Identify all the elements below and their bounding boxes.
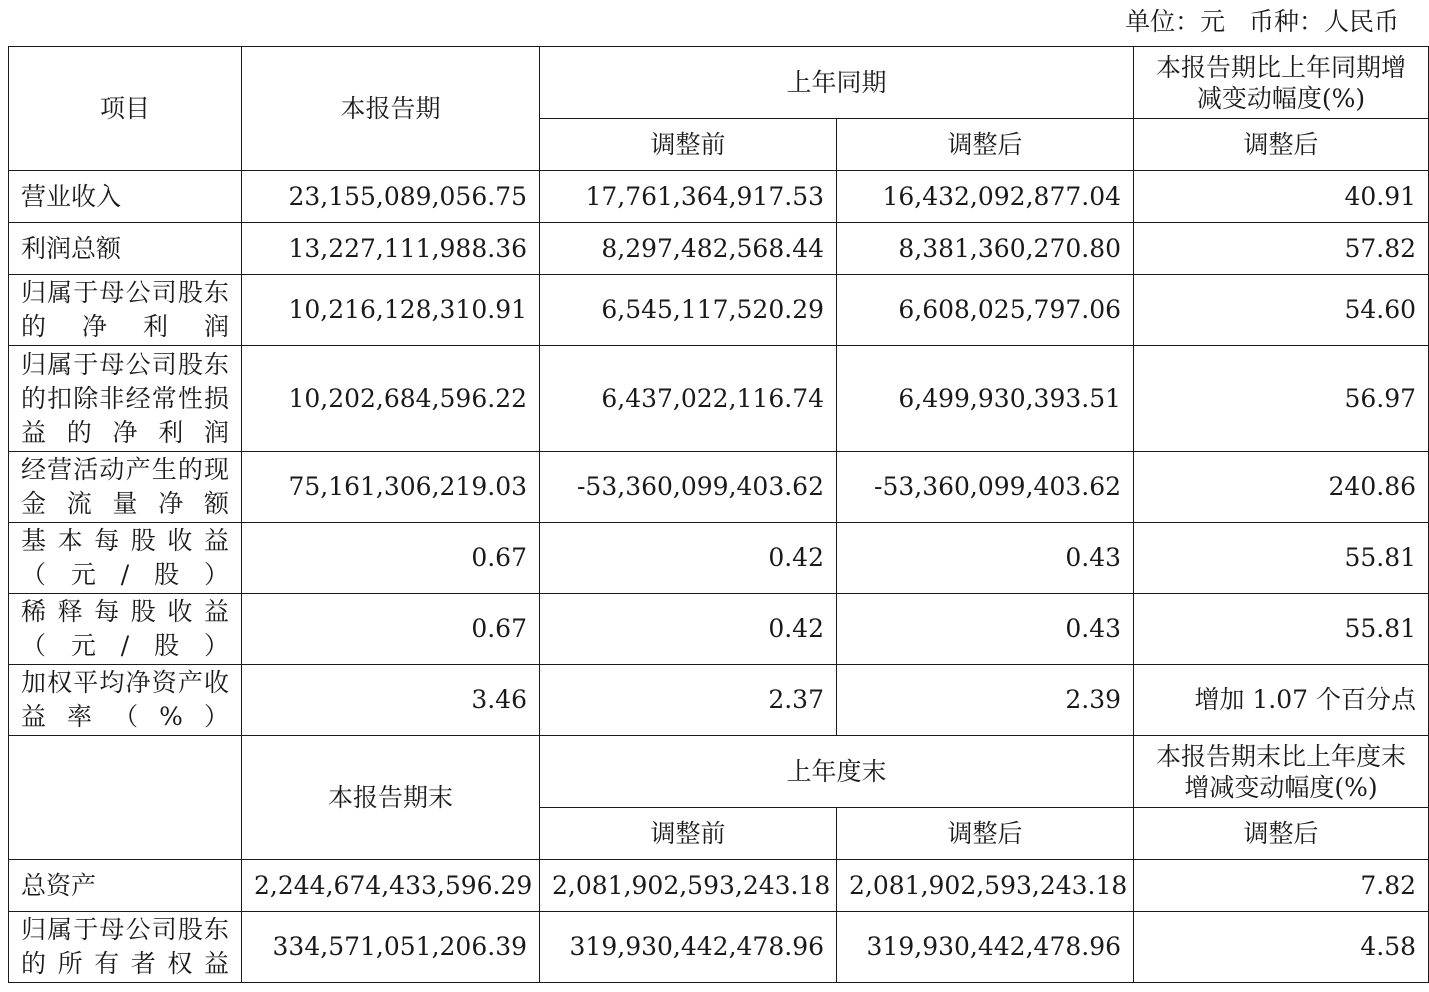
- after-adjustment-value: 2.39: [837, 665, 1134, 736]
- row-label: 总资产: [9, 860, 242, 912]
- header-current-period: 本报告期: [242, 47, 540, 171]
- row-label: 基本每股收益（元/股）: [9, 523, 242, 594]
- header-change-rate: 本报告期末比上年度末增减变动幅度(%): [1134, 736, 1429, 808]
- row-label: 加权平均净资产收益率（%）: [9, 665, 242, 736]
- current-value: 10,216,128,310.91: [242, 275, 540, 346]
- header-row: [9, 736, 1429, 808]
- current-value: 75,161,306,219.03: [242, 452, 540, 523]
- header-prior-period: 上年同期: [540, 47, 1134, 119]
- before-adjustment-value: 8,297,482,568.44: [540, 223, 837, 275]
- current-value: 2,244,674,433,596.29: [242, 860, 540, 912]
- table-row: [9, 346, 1429, 452]
- before-adjustment-value: 0.42: [540, 594, 837, 665]
- change-value: 40.91: [1134, 171, 1429, 223]
- table-row: [9, 912, 1429, 983]
- change-value: 7.82: [1134, 860, 1429, 912]
- header-change-after-adjustment: 调整后: [1134, 119, 1429, 171]
- change-value: 240.86: [1134, 452, 1429, 523]
- after-adjustment-value: 0.43: [837, 594, 1134, 665]
- header-after-adjustment: 调整后: [837, 808, 1134, 860]
- row-label: 归属于母公司股东的净利润: [9, 275, 242, 346]
- row-label: 营业收入: [9, 171, 242, 223]
- header-prior-year-end: 上年度末: [540, 736, 1134, 808]
- before-adjustment-value: 2,081,902,593,243.18: [540, 860, 837, 912]
- change-value: 增加 1.07 个百分点: [1134, 665, 1429, 736]
- table-row: [9, 665, 1429, 736]
- before-adjustment-value: 6,437,022,116.74: [540, 346, 837, 452]
- current-value: 0.67: [242, 523, 540, 594]
- before-adjustment-value: -53,360,099,403.62: [540, 452, 837, 523]
- table-row: [9, 860, 1429, 912]
- before-adjustment-value: 2.37: [540, 665, 837, 736]
- before-adjustment-value: 17,761,364,917.53: [540, 171, 837, 223]
- after-adjustment-value: 8,381,360,270.80: [837, 223, 1134, 275]
- after-adjustment-value: 319,930,442,478.96: [837, 912, 1134, 983]
- header-row: [9, 47, 1429, 119]
- row-label: 归属于母公司股东的所有者权益: [9, 912, 242, 983]
- row-label: 归属于母公司股东的扣除非经常性损益的净利润: [9, 346, 242, 452]
- current-value: 10,202,684,596.22: [242, 346, 540, 452]
- change-value: 55.81: [1134, 523, 1429, 594]
- current-value: 334,571,051,206.39: [242, 912, 540, 983]
- row-label: 经营活动产生的现金流量净额: [9, 452, 242, 523]
- change-value: 56.97: [1134, 346, 1429, 452]
- current-value: 13,227,111,988.36: [242, 223, 540, 275]
- change-value: 54.60: [1134, 275, 1429, 346]
- before-adjustment-value: 319,930,442,478.96: [540, 912, 837, 983]
- current-value: 23,155,089,056.75: [242, 171, 540, 223]
- header-item: [9, 736, 242, 860]
- change-value: 4.58: [1134, 912, 1429, 983]
- after-adjustment-value: 2,081,902,593,243.18: [837, 860, 1134, 912]
- table-row: [9, 594, 1429, 665]
- unit-currency-line: 单位：元 币种：人民币: [1125, 7, 1399, 36]
- before-adjustment-value: 0.42: [540, 523, 837, 594]
- change-value: 57.82: [1134, 223, 1429, 275]
- header-before-adjustment: 调整前: [540, 808, 837, 860]
- current-value: 0.67: [242, 594, 540, 665]
- table-row: [9, 171, 1429, 223]
- table-row: [9, 523, 1429, 594]
- after-adjustment-value: 6,608,025,797.06: [837, 275, 1134, 346]
- header-after-adjustment: 调整后: [837, 119, 1134, 171]
- row-label: 利润总额: [9, 223, 242, 275]
- after-adjustment-value: 6,499,930,393.51: [837, 346, 1134, 452]
- change-value: 55.81: [1134, 594, 1429, 665]
- current-value: 3.46: [242, 665, 540, 736]
- table-row: [9, 275, 1429, 346]
- after-adjustment-value: -53,360,099,403.62: [837, 452, 1134, 523]
- header-change-after-adjustment: 调整后: [1134, 808, 1429, 860]
- header-item: 项目: [9, 47, 242, 171]
- table-row: [9, 452, 1429, 523]
- after-adjustment-value: 0.43: [837, 523, 1134, 594]
- after-adjustment-value: 16,432,092,877.04: [837, 171, 1134, 223]
- header-before-adjustment: 调整前: [540, 119, 837, 171]
- before-adjustment-value: 6,545,117,520.29: [540, 275, 837, 346]
- header-period-end: 本报告期末: [242, 736, 540, 860]
- financial-data-table: [8, 46, 1429, 983]
- header-change-rate: 本报告期比上年同期增减变动幅度(%): [1134, 47, 1429, 119]
- row-label: 稀释每股收益（元/股）: [9, 594, 242, 665]
- table-row: [9, 223, 1429, 275]
